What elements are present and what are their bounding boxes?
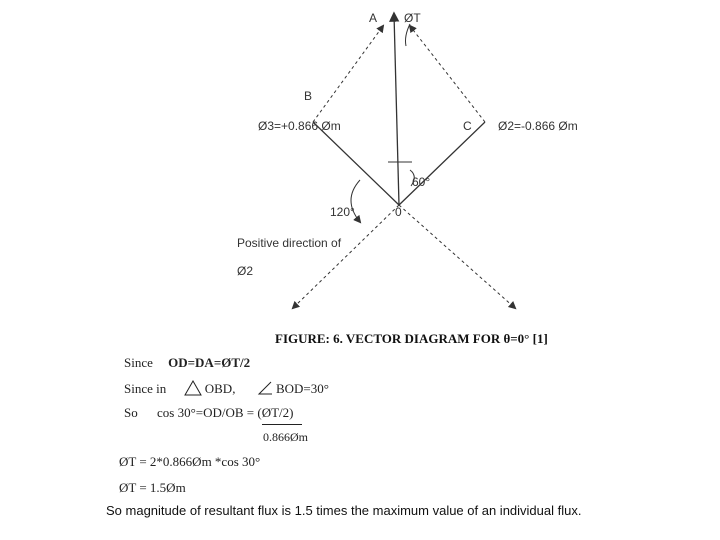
derivation-line-5: ØT = 1.5Øm [119,480,186,495]
phi3-vector [313,122,399,205]
figure-caption: FIGURE: 6. VECTOR DIAGRAM FOR θ=0° [1] [275,331,548,346]
line1-prefix: Since [124,355,153,370]
line2-mid: OBD, [204,381,236,396]
label-120: 120° [330,205,355,219]
derivation-line-2 [124,380,329,397]
line3-body: cos 30°=OD/OB = (ØT/2) [156,405,294,420]
phi-t-arc [406,24,411,46]
fraction-bar [262,424,302,425]
label-b: B [304,89,313,103]
phi2-vector [399,122,485,205]
label-phi3: Ø3=+0.866 Øm [258,119,341,133]
label-positive-phi2: Ø2 [237,264,254,278]
line3-prefix: So [124,405,138,420]
label-phi-t: ØT [404,11,421,25]
label-60: 60° [412,175,431,189]
label-positive-direction: Positive direction of [237,236,342,250]
derivation-line-1 [124,355,250,371]
dashed-c-a [410,26,485,122]
angle-icon [257,381,273,395]
label-a: A [369,11,378,25]
line1-body: OD=DA=ØT/2 [168,355,251,370]
line2-prefix: Since in [124,381,167,396]
label-phi2: Ø2=-0.866 Øm [498,119,578,133]
conclusion-text: So magnitude of resultant flux is 1.5 times the maximum value of an individual flux. [106,503,582,518]
derivation-line-4: ØT = 2*0.866Øm *cos 30° [119,454,261,469]
dashed-o-lower-left [293,205,399,308]
phi-t-vector [394,14,399,205]
triangle-icon [184,380,202,396]
label-o: 0 [395,205,402,219]
derivation-line-3 [124,405,293,421]
line3-denominator: 0.866Øm [263,430,308,444]
label-c: C [463,119,472,133]
dashed-b-a [313,26,383,122]
dashed-o-lower-right [399,205,515,308]
line2-body: BOD=30° [275,381,329,396]
